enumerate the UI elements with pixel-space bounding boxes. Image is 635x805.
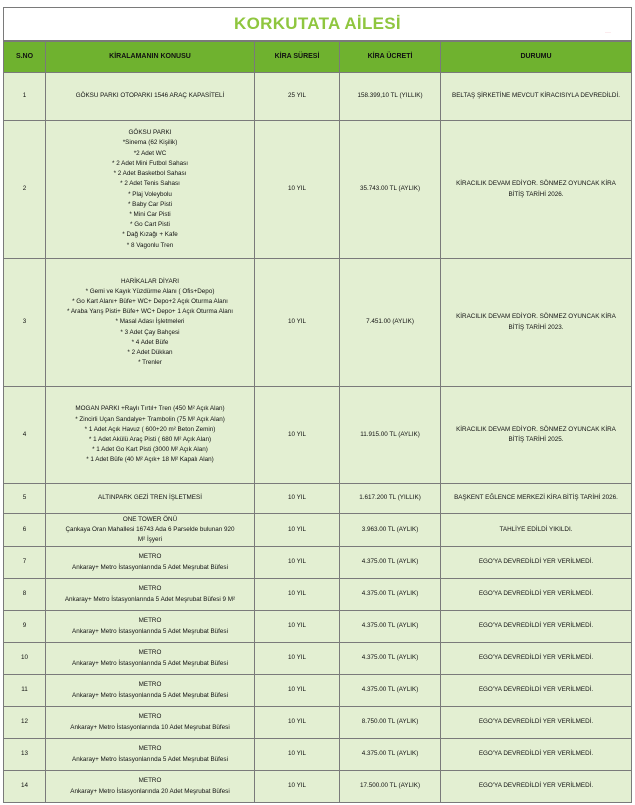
cell-konu <box>46 484 255 514</box>
konu-line: * Araba Yarış Pisti+ Büfe+ WC+ Depo+ 1 Açık Oturma Alanı <box>66 308 234 316</box>
konu-line: Ankaray+ Metro İstasyonlarında 5 Adet Meşrubat Büfesi <box>72 755 228 763</box>
cell-konu <box>46 259 255 387</box>
cell-sure: 10 YIL <box>255 387 340 484</box>
cell-sno: 6 <box>4 514 46 547</box>
konu-line: Ankaray+ Metro İstasyonlarında 5 Adet Meşrubat Büfesi <box>72 691 228 699</box>
konu-line: Ankaray+ Metro İstasyonlarında 10 Adet Meşrubat Büfesi <box>70 723 230 731</box>
cell-durum: EGO'YA DEVREDİLDİ YER VERİLMEDİ. <box>441 739 632 771</box>
konu-line: * Go Cart Pisti <box>130 221 170 229</box>
cell-konu <box>46 771 255 803</box>
konu-line: M² İşyeri <box>137 536 163 544</box>
cell-ucret: 4.375.00 TL (AYLIK) <box>340 547 441 579</box>
konu-line: * 2 Adet Dükkan <box>127 349 173 356</box>
cell-ucret: 1.617.200 TL (YILLIK) <box>340 484 441 514</box>
konu-line: *2 Adet WC <box>133 149 167 157</box>
table-row <box>4 707 632 739</box>
cell-sure: 10 YIL <box>255 579 340 611</box>
cell-durum: KİRACILIK DEVAM EDİYOR. SÖNMEZ OYUNCAK KİRA BİTİŞ TARİHİ 2026. <box>441 121 632 259</box>
konu-line: ALTINPARK GEZİ TREN İŞLETMESİ <box>98 494 202 502</box>
cell-konu <box>46 611 255 643</box>
cell-sure: 10 YIL <box>255 771 340 803</box>
lease-table <box>3 41 632 803</box>
konu-line: * 1 Adet Büfe (40 M² Açık+ 18 M² Kapalı Alan) <box>86 456 214 464</box>
cell-durum: BAŞKENT EĞLENCE MERKEZİ KİRA BİTİŞ TARİHİ 2026. <box>441 484 632 514</box>
konu-line: * Plaj Voleybolu <box>128 190 172 198</box>
cell-konu <box>46 643 255 675</box>
cell-sno: 10 <box>4 643 46 675</box>
cell-ucret: 4.375.00 TL (AYLIK) <box>340 675 441 707</box>
konu-line: * 1 Adet Açık Havuz ( 600+20 m² Beton Zemin) <box>84 425 216 433</box>
konu-line: * 3 Adet Çay Bahçesi <box>120 328 180 336</box>
cell-durum: BELTAŞ ŞİRKETİNE MEVCUT KİRACISIYLA DEVREDİLDİ. <box>441 73 632 121</box>
table-row <box>4 611 632 643</box>
cell-ucret: 35.743.00 TL (AYLIK) <box>340 121 441 259</box>
konu-line: GÖKSU PARKI <box>128 129 172 137</box>
table-body <box>4 73 632 803</box>
header-row <box>4 42 632 73</box>
konu-line: * Zincirli Uçan Sandalye+ Trambolin (75 M² Açık Alan) <box>75 415 225 423</box>
konu-line: * 8 Vagonlu Tren <box>126 241 174 249</box>
cell-sure: 10 YIL <box>255 739 340 771</box>
cell-durum: EGO'YA DEVREDİLDİ YER VERİLMEDİ. <box>441 675 632 707</box>
cell-sure: 10 YIL <box>255 484 340 514</box>
konu-line: * Go Kart Alanı+ Büfe+ WC+ Depo+2 Açık Oturma Alanı <box>72 297 228 305</box>
header-durum: DURUMU <box>441 42 632 73</box>
cell-konu <box>46 547 255 579</box>
table-row <box>4 675 632 707</box>
konu-line: Ankaray+ Metro İstasyonlarında 5 Adet Meşrubat Büfesi 9 M² <box>64 595 236 603</box>
konu-line: * Masal Adası İşletmeleri <box>115 318 185 326</box>
table-row <box>4 643 632 675</box>
konu-line: *Sinema (62 Kişilik) <box>122 139 178 147</box>
cell-sno: 5 <box>4 484 46 514</box>
table-row <box>4 579 632 611</box>
konu-line: Ankaray+ Metro İstasyonlarında 5 Adet Meşrubat Büfesi <box>72 659 228 667</box>
header-ucret: KİRA ÜCRETİ <box>340 42 441 73</box>
konu-line: MOGAN PARKI +Raylı Tırtıl+ Tren (450 M² Açık Alan) <box>75 405 225 413</box>
cell-sure: 10 YIL <box>255 514 340 547</box>
konu-line: Ankaray+ Metro İstasyonlarında 5 Adet Meşrubat Büfesi <box>72 627 228 635</box>
cell-ucret: 158.399,10 TL (YILLIK) <box>340 73 441 121</box>
konu-line: * 1 Adet Go Kart Pisti (3000 M² Açık Alan) <box>92 446 208 454</box>
konu-line: METRO <box>138 553 162 561</box>
table-row <box>4 514 632 547</box>
cell-konu <box>46 739 255 771</box>
cell-sure: 10 YIL <box>255 259 340 387</box>
cell-sno: 2 <box>4 121 46 259</box>
konu-line: * 2 Adet Basketbol Sahası <box>113 170 187 178</box>
konu-line: METRO <box>138 649 162 657</box>
konu-line: * 2 Adet Tenis Sahası <box>120 180 180 188</box>
cell-ucret: 8.750.00 TL (AYLIK) <box>340 707 441 739</box>
cell-sure: 10 YIL <box>255 643 340 675</box>
table-row <box>4 387 632 484</box>
header-sure: KİRA SÜRESİ <box>255 42 340 73</box>
cell-durum: EGO'YA DEVREDİLDİ YER VERİLMEDİ. <box>441 611 632 643</box>
konu-line: METRO <box>138 713 162 721</box>
konu-line: * 2 Adet Mini Futbol Sahası <box>112 159 188 167</box>
table-row <box>4 739 632 771</box>
konu-line: METRO <box>138 681 162 689</box>
cell-durum: EGO'YA DEVREDİLDİ YER VERİLMEDİ. <box>441 771 632 803</box>
cell-konu <box>46 675 255 707</box>
title-bar <box>3 7 632 41</box>
cell-sno: 7 <box>4 547 46 579</box>
table-row <box>4 259 632 387</box>
table-row <box>4 121 632 259</box>
cell-ucret: 4.375.00 TL (AYLIK) <box>340 643 441 675</box>
cell-durum: TAHLİYE EDİLDİ YIKILDI. <box>441 514 632 547</box>
cell-sno: 14 <box>4 771 46 803</box>
cell-durum: EGO'YA DEVREDİLDİ YER VERİLMEDİ. <box>441 707 632 739</box>
cell-durum: KİRACILIK DEVAM EDİYOR. SÖNMEZ OYUNCAK KİRA BİTİŞ TARİHİ 2023. <box>441 259 632 387</box>
cell-ucret: 4.375.00 TL (AYLIK) <box>340 579 441 611</box>
konu-line: GÖKSU PARKI OTOPARKI 1546 ARAÇ KAPASİTELİ <box>75 92 225 100</box>
cell-durum: EGO'YA DEVREDİLDİ YER VERİLMEDİ. <box>441 643 632 675</box>
cell-sno: 13 <box>4 739 46 771</box>
cell-sure: 10 YIL <box>255 675 340 707</box>
cell-sure: 10 YIL <box>255 707 340 739</box>
konu-line: * Dağ Kızağı + Kafe <box>122 231 178 239</box>
cell-durum: KİRACILIK DEVAM EDİYOR. SÖNMEZ OYUNCAK KİRA BİTİŞ TARİHİ 2025. <box>441 387 632 484</box>
konu-line: * Gemi ve Kayık Yüzdürme Alanı ( Ofis+Depo) <box>85 287 215 295</box>
cell-sno: 11 <box>4 675 46 707</box>
konu-line: * 1 Adet Akülü Araç Pisti ( 680 M² Açık Alan) <box>88 436 212 443</box>
konu-line: ONE TOWER ÖNÜ <box>122 515 178 523</box>
watermark: ··· <box>605 30 611 36</box>
konu-line: METRO <box>138 777 162 785</box>
konu-line: * Trenler <box>138 359 162 367</box>
konu-line: * 4 Adet Büfe <box>131 338 169 346</box>
cell-sno: 1 <box>4 73 46 121</box>
konu-line: METRO <box>138 745 162 753</box>
cell-ucret: 17.500.00 TL (AYLIK) <box>340 771 441 803</box>
cell-konu <box>46 514 255 547</box>
cell-konu <box>46 707 255 739</box>
table-row <box>4 547 632 579</box>
cell-sure: 10 YIL <box>255 547 340 579</box>
cell-ucret: 4.375.00 TL (AYLIK) <box>340 739 441 771</box>
cell-ucret: 3.963.00 TL (AYLIK) <box>340 514 441 547</box>
cell-konu <box>46 121 255 259</box>
cell-ucret: 11.915.00 TL (AYLIK) <box>340 387 441 484</box>
konu-line: Ankaray+ Metro İstasyonlarında 5 Adet Meşrubat Büfesi <box>72 563 228 571</box>
header-sno: S.NO <box>4 42 46 73</box>
cell-sno: 4 <box>4 387 46 484</box>
header-konu: KİRALAMANIN KONUSU <box>46 42 255 73</box>
cell-sure: 10 YIL <box>255 611 340 643</box>
cell-konu <box>46 73 255 121</box>
konu-line: * Baby Car Pisti <box>127 200 173 208</box>
konu-line: HARİKALAR DİYARI <box>121 277 179 285</box>
cell-ucret: 7.451.00 (AYLIK) <box>340 259 441 387</box>
konu-line: Çankaya Oran Mahallesi 16743 Ada 6 Parselde bulunan 920 <box>65 525 235 533</box>
cell-sure: 25 YIL <box>255 73 340 121</box>
cell-durum: EGO'YA DEVREDİLDİ YER VERİLMEDİ. <box>441 547 632 579</box>
konu-line: * Mini Car Pisti <box>129 210 171 218</box>
konu-line: METRO <box>138 585 162 593</box>
cell-durum: EGO'YA DEVREDİLDİ YER VERİLMEDİ. <box>441 579 632 611</box>
konu-line: METRO <box>138 617 162 625</box>
konu-line: Ankaray+ Metro İstasyonlarında 20 Adet Meşrubat Büfesi <box>70 787 230 795</box>
cell-sno: 3 <box>4 259 46 387</box>
cell-konu <box>46 579 255 611</box>
document-sheet <box>3 7 632 803</box>
cell-sure: 10 YIL <box>255 121 340 259</box>
cell-sno: 8 <box>4 579 46 611</box>
table-row <box>4 771 632 803</box>
table-row <box>4 73 632 121</box>
cell-ucret: 4.375.00 TL (AYLIK) <box>340 611 441 643</box>
table-row <box>4 484 632 514</box>
page-title: KORKUTATA AİLESİ <box>234 14 401 33</box>
cell-sno: 12 <box>4 707 46 739</box>
cell-sno: 9 <box>4 611 46 643</box>
cell-konu <box>46 387 255 484</box>
